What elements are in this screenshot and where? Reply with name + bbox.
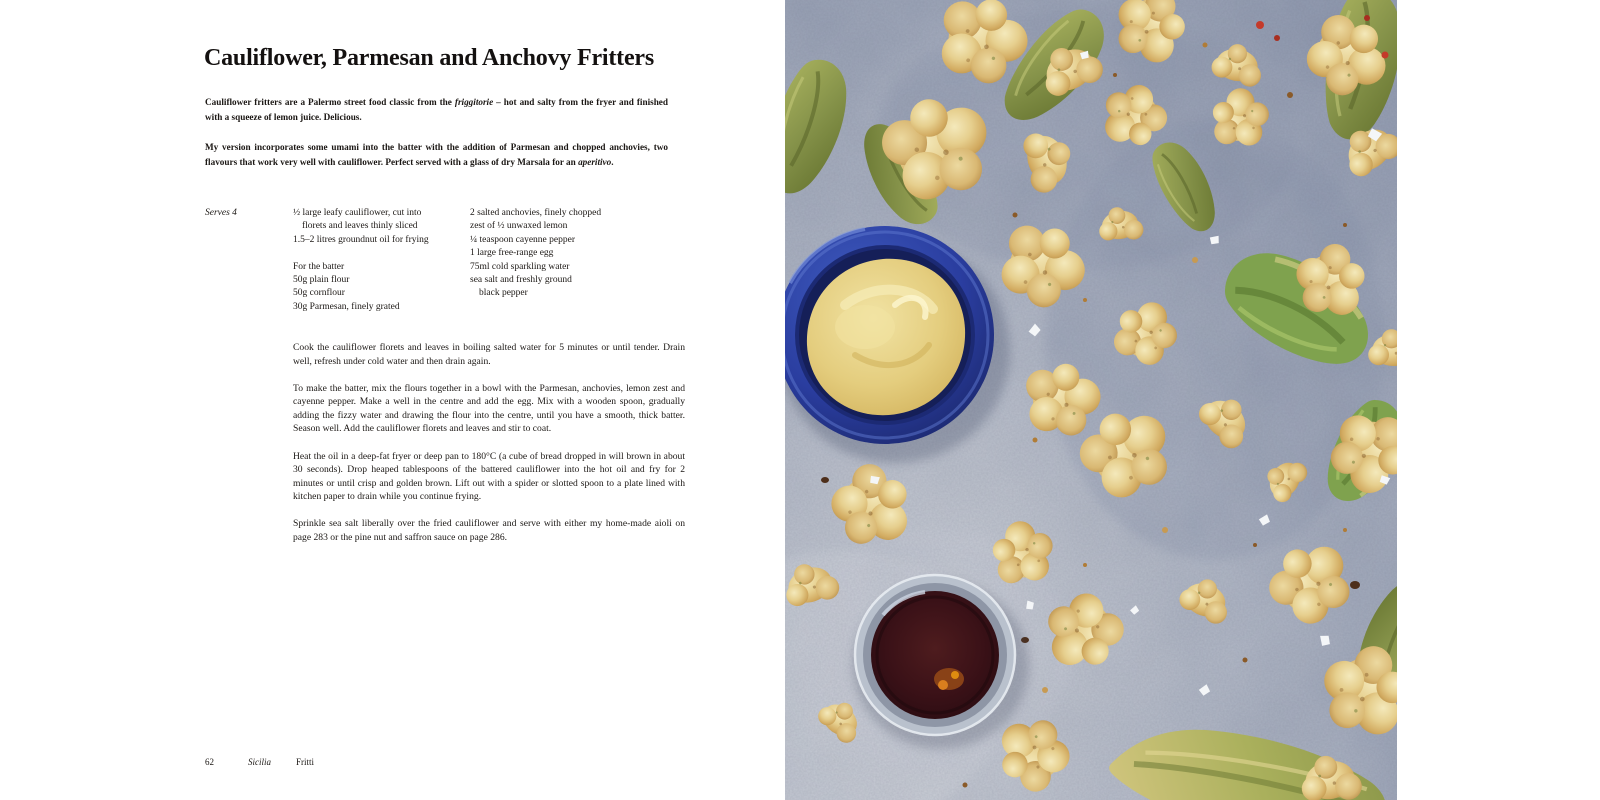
ingredients-column-1	[293, 207, 429, 314]
intro-2-post: .	[611, 157, 614, 167]
intro-1-italic: friggitorie	[454, 97, 494, 107]
method-step-2: To make the batter, mix the flours together in a bowl with the Parmesan, anchovies, lemon zest and cayenne pepper. Make a well in the centre and add the egg. Mix with a wooden spoon, gradually adding the fizzy water and drawing the flour into the centre, until you have a smooth, thick batter. Season well. Add the cauliflower florets and leaves and stir to coat.	[293, 382, 685, 435]
intro-1-pre: Cauliflower fritters are a Palermo street food classic from the	[205, 97, 455, 107]
ingredient-line: ½ large leafy cauliflower, cut into	[293, 208, 422, 218]
intro-1-post: – hot and salty from the fryer and finished with a squeeze of lemon juice. Delicious.	[205, 97, 668, 122]
intro-paragraph-1	[205, 95, 668, 125]
method-step-1: Cook the cauliflower florets and leaves in boiling salted water for 5 minutes or until tender. Drain well, refresh under cold water and then drain again.	[293, 342, 685, 367]
ingredient-line: black pepper	[479, 288, 528, 299]
intro-2-pre: My version incorporates some umami into the batter with the addition of Parmesan and chopped anchovies, two flavours that work very well with cauliflower. Perfect served with a glass of dry Marsala for an	[205, 142, 668, 167]
chapter-title: Fritti	[296, 757, 315, 767]
serves-label: Serves 4	[205, 208, 237, 218]
book-title: Sicilia	[248, 757, 271, 767]
page-number: 62	[205, 757, 214, 767]
intro-2-italic: aperitivo	[578, 157, 612, 167]
food-photo	[785, 0, 1397, 800]
ingredient-line: 50g cornflour	[293, 288, 345, 299]
recipe-title: Cauliflower, Parmesan and Anchovy Fritters	[204, 45, 655, 71]
ingredient-line: ¼ teaspoon cayenne pepper	[470, 234, 575, 245]
ingredient-line: 50g plain flour	[293, 275, 350, 286]
ingredient-line: 1.5–2 litres groundnut oil for frying	[293, 234, 429, 245]
ingredients-column-2	[470, 207, 601, 301]
ingredient-line: zest of ½ unwaxed lemon	[470, 221, 568, 232]
method-step-3: Heat the oil in a deep-fat fryer or deep pan to 180°C (a cube of bread dropped in will brown in about 30 seconds). Drop heaped tablespoons of the battered cauliflower into the hot oil and fry for 2 minutes or until crisp and golden brown. Lift out with a spider or slotted spoon to a plate lined with kitchen paper to drain while you continue frying.	[293, 450, 685, 503]
recipe-intro	[205, 95, 668, 185]
ingredient-line: florets and leaves thinly sliced	[302, 221, 418, 232]
method-step-4: Sprinkle sea salt liberally over the fried cauliflower and serve with either my home-made aioli on page 283 or the pine nut and saffron sauce on page 286.	[293, 518, 685, 544]
ingredient-line: 30g Parmesan, finely grated	[293, 301, 400, 312]
intro-paragraph-2	[205, 140, 668, 170]
ingredient-line: 2 salted anchovies, finely chopped	[470, 208, 602, 218]
ingredient-subhead: For the batter	[293, 261, 345, 272]
ingredient-line: sea salt and freshly ground	[470, 275, 572, 286]
ingredient-line: 1 large free-range egg	[470, 248, 554, 259]
method-steps	[293, 341, 685, 558]
page-footer	[205, 757, 405, 771]
ingredient-line: 75ml cold sparkling water	[470, 261, 570, 272]
